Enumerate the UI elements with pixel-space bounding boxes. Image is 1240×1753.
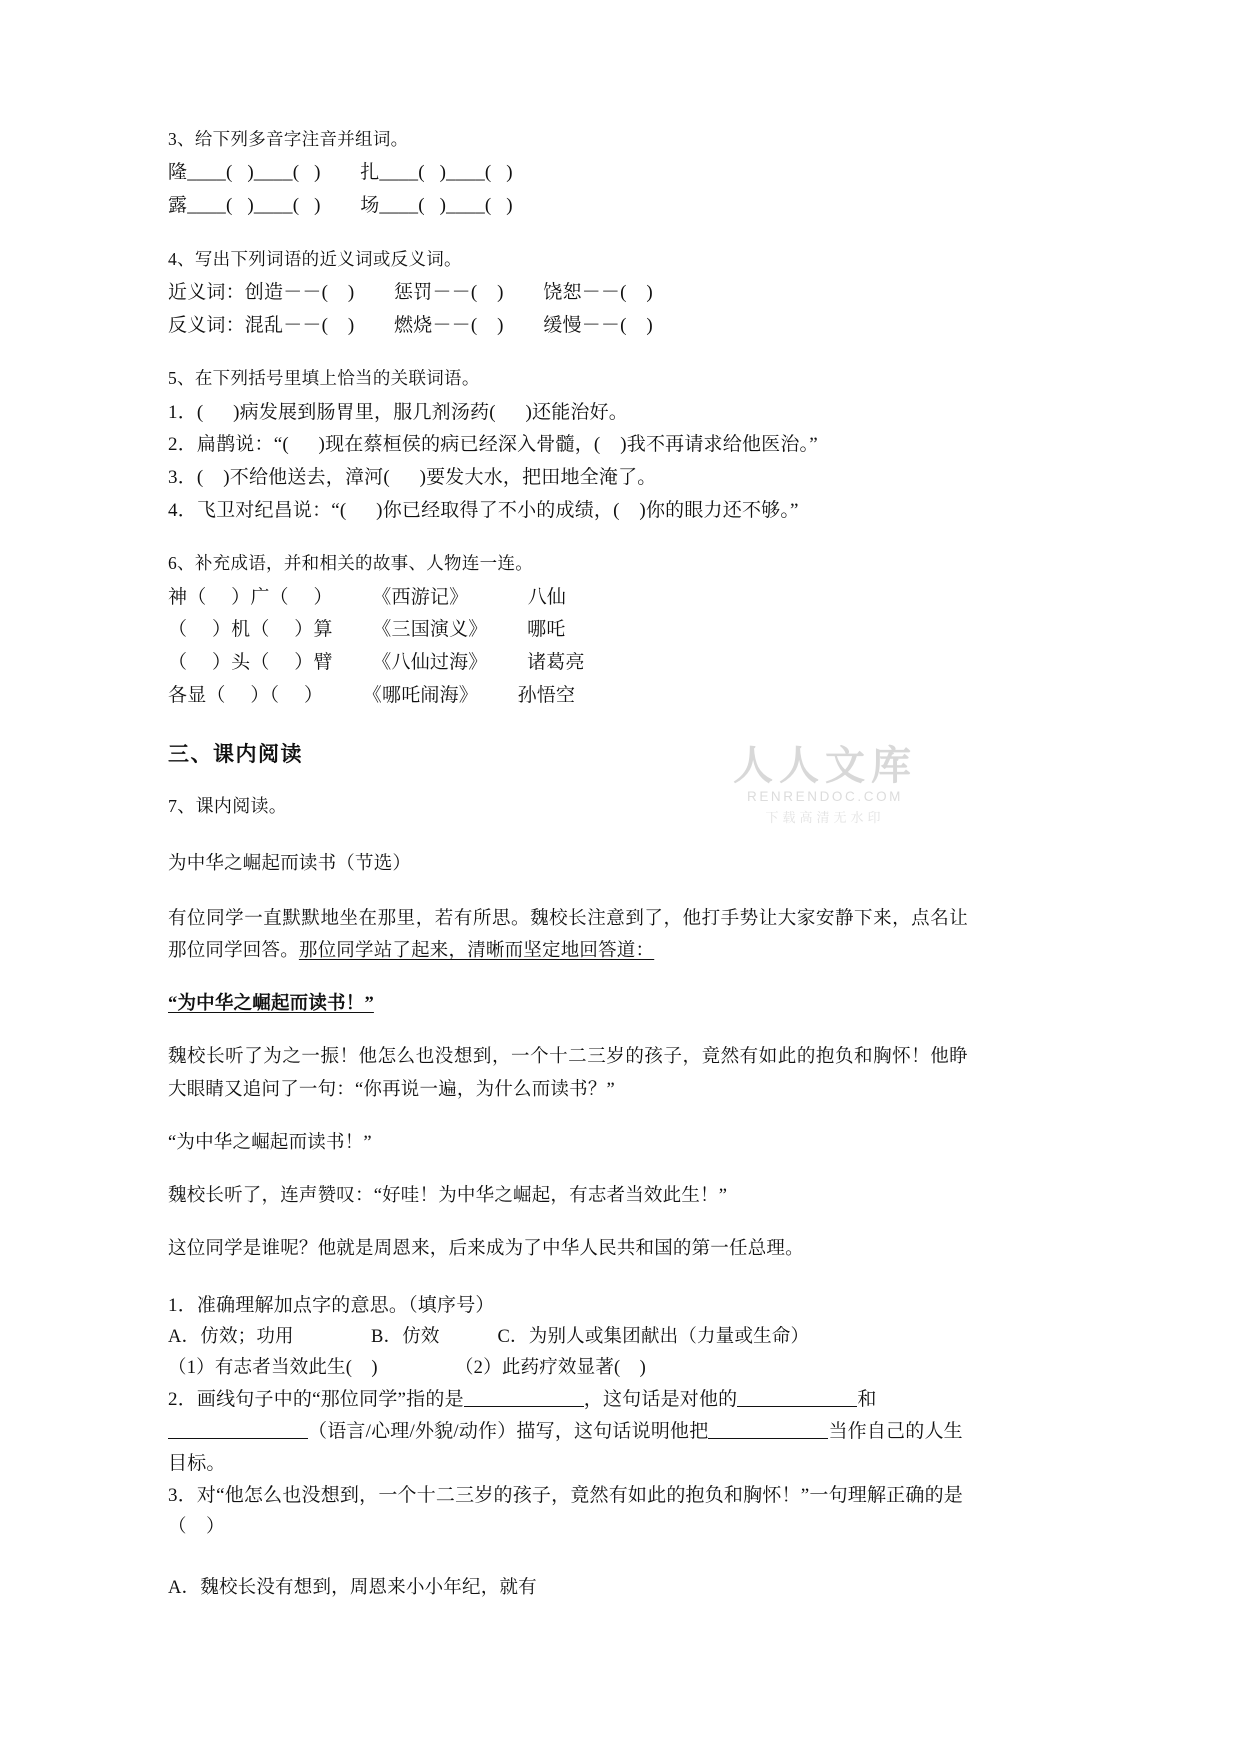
passage-title: 为中华之崛起而读书（节选） [168,853,412,874]
spacer [168,1160,968,1180]
spacer [168,1107,968,1127]
question-4 [168,245,968,343]
sub-question-2-part-5: 当作自己的人生目标。 [168,1420,963,1474]
question-5-item-1: 1．( )病发展到肠胃里，服几剂汤药( )还能治好。 [168,401,629,423]
passage-quote-bold: “为中华之崛起而读书！” [168,994,374,1015]
question-7 [168,792,968,1603]
spacer [168,826,968,848]
spacer [168,1266,968,1290]
question-6 [168,549,968,712]
answer-blank[interactable] [708,1438,828,1439]
sub-question-2-part-3: 和 [857,1388,877,1410]
spacer [168,881,968,903]
sub-question-3-stem: 3．对“他怎么也没想到，一个十二三岁的孩子，竟然有如此的抱负和胸怀！”一句理解正确的是 [168,1484,963,1506]
spacer [168,1021,968,1041]
question-6-row-2: （ ）机（ ）算 《三国演义》 哪吒 [168,619,566,641]
sub-question-3 [168,1480,968,1604]
question-5 [168,364,968,527]
question-6-row-1: 神（ ）广（ ） 《西游记》 八仙 [168,586,567,608]
question-5-item-3: 3．( )不给他送去，漳河( )要发大水，把田地全淹了。 [168,467,657,489]
sub-question-2-part-1: 2．画线句子中的“那位同学”指的是 [168,1388,464,1410]
passage-paragraph-6: 这位同学是谁呢？他就是周恩来，后来成为了中华人民共和国的第一任总理。 [168,1238,804,1259]
sub-question-2-part-2: ，这句话是对他的 [583,1388,738,1410]
question-5-item-2: 2．扁鹊说：“( )现在蔡桓侯的病已经深入骨髓，( )我不再请求给他医治。” [168,434,818,456]
sub-question-2-body [168,1384,968,1480]
passage-paragraph-5: 魏校长听了，连声赞叹：“好哇！为中华之崛起，有志者当效此生！” [168,1186,728,1207]
worksheet-content [168,125,968,1604]
section-title-three: 三、课内阅读 [168,742,303,767]
sub-question-1-options: A．仿效；功用 B．仿效 C．为别人或集团献出（力量或生命） [168,1326,810,1347]
passage-paragraph-4: “为中华之崛起而读书！” [168,1133,372,1154]
question-6-row-3: （ ）头（ ）臂 《八仙过海》 诸葛亮 [168,652,585,674]
sub-question-2-part-4: （语言/心理/外貌/动作）描写，这句话说明他把 [308,1420,709,1442]
question-3-row-2: 露____( )____( ) 场____( )____( ) [168,195,513,217]
question-6-row-4: 各显（ ）（ ） 《哪吒闹海》 孙悟空 [168,684,576,706]
question-6-heading: 6、补充成语，并和相关的故事、人物连一连。 [168,553,534,574]
sub-question-1-stem: 1．准确理解加点字的意思。（填序号） [168,1294,495,1316]
spacer [168,968,968,988]
answer-blank[interactable] [737,1406,857,1407]
passage-p1-plain: 有位同学一直默默地坐在那里，若有所思。魏校长注意到了，他打手势让大家安静下来，点名让那位同学回答。 [168,908,968,962]
sub-question-3-bracket: （ ） [168,1516,225,1537]
passage-paragraph-3: 魏校长听了为之一振！他怎么也没想到，一个十二三岁的孩子，竟然有如此的抱负和胸怀！他睁大眼睛又追问了一句：“你再说一遍，为什么而读书？” [168,1047,968,1101]
question-4-row-synonyms: 近义词：创造－－( ) 惩罚－－( ) 饶恕－－( ) [168,282,653,304]
question-5-heading: 5、在下列括号里填上恰当的关联词语。 [168,368,480,389]
spacer [168,712,968,738]
answer-blank[interactable] [464,1406,584,1407]
answer-blank[interactable] [168,1438,308,1439]
spacer [168,1543,968,1573]
question-3-heading: 3、给下列多音字注音并组词。 [168,129,409,149]
question-3-row-1: 隆____( )____( ) 扎____( )____( ) [168,162,513,184]
question-4-heading: 4、写出下列词语的近义词或反义词。 [168,248,462,269]
watermark-note: 下载高清无水印 [765,811,885,826]
sub-question-2 [168,1384,968,1480]
spacer [168,1213,968,1233]
watermark-site: RENRENDOC.COM [746,789,904,804]
sub-question-1-blanks: （1）有志者当效此生( ) （2）此药疗效显著( ) [168,1357,647,1378]
spacer [168,527,968,549]
spacer [168,223,968,245]
question-7-heading: 7、课内阅读。 [168,796,288,817]
spacer [168,342,968,364]
question-5-item-4: 4．飞卫对纪昌说：“( )你已经取得了不小的成绩，( )你的眼力还不够。” [168,499,799,521]
question-3 [168,125,968,223]
passage-paragraph-2 [168,988,968,1021]
spacer [168,768,968,792]
question-4-row-antonyms: 反义词：混乱－－( ) 燃烧－－( ) 缓慢－－( ) [168,314,653,336]
sub-question-3-option-a: A．魏校长没有想到，周恩来小小年纪，就有 [168,1577,537,1598]
passage-p1-underlined: 那位同学站了起来，清晰而坚定地回答道： [298,941,655,962]
passage-paragraph-1 [168,903,968,969]
watermark-brand: 人人文库 [733,743,917,789]
sub-question-1 [168,1290,968,1384]
